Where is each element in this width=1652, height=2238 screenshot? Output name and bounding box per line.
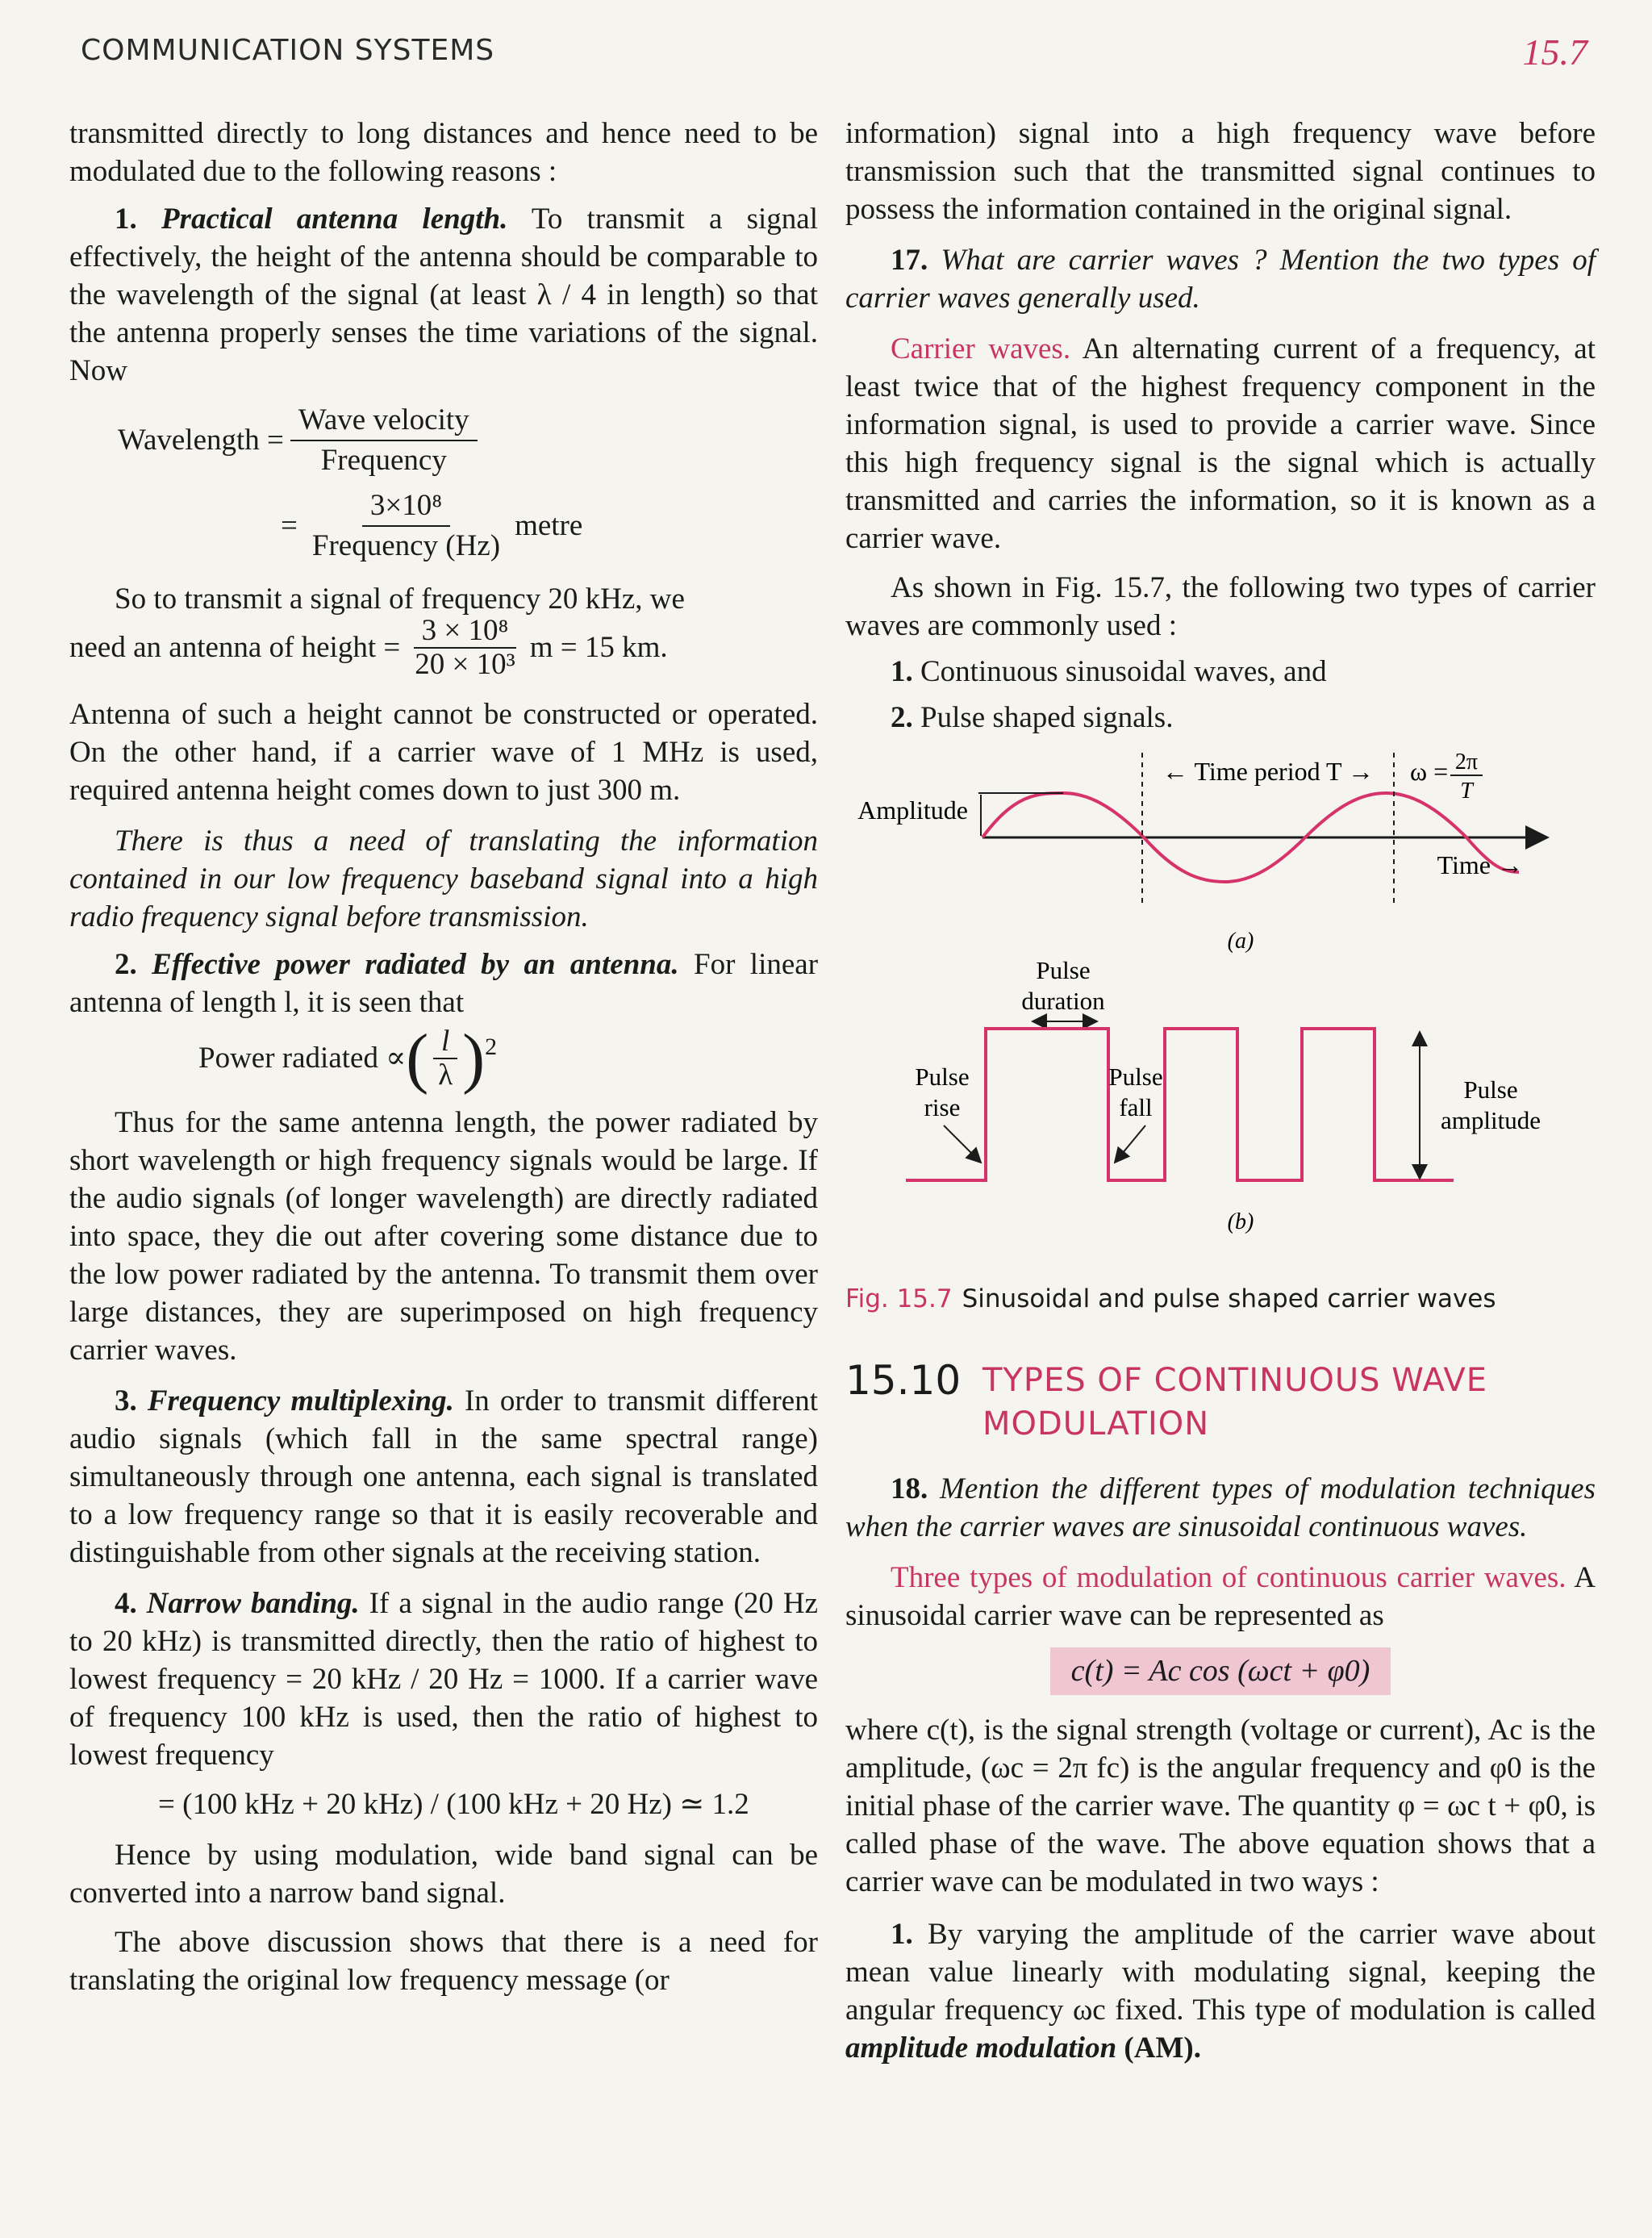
section-number: 15.10 <box>845 1357 962 1404</box>
item-body: To transmit a signal effectively, the height of the antenna should be comparable to the wavelength of the signal (at least λ / 4 in length) so that the antenna properly senses the time variations of the signal. Now <box>69 203 818 387</box>
running-header: COMMUNICATION SYSTEMS <box>81 34 495 67</box>
fraction-numerator: 3×10⁸ <box>362 486 450 527</box>
omega-label: ω = <box>1410 757 1449 786</box>
section-title-line-1: TYPES OF CONTINUOUS WAVE <box>982 1362 1488 1399</box>
height-formula <box>69 615 818 681</box>
amplitude-label: Amplitude <box>857 795 968 825</box>
formula-lhs: Wavelength = <box>118 424 284 457</box>
pulse-amplitude-label-2: amplitude <box>1441 1106 1541 1134</box>
fraction-denominator: λ <box>438 1058 453 1092</box>
pulse-fall-label: Pulse <box>1108 1063 1163 1091</box>
item-term: amplitude modulation <box>845 2031 1117 2065</box>
omega-denominator: T <box>1460 779 1473 804</box>
modulation-way-1 <box>845 1915 1596 2067</box>
carrier-waves-diagram <box>845 745 1596 1277</box>
item-body: For linear antenna of length l, it is seen that <box>69 948 819 1019</box>
formula-rhs: m = 15 km. <box>529 631 668 664</box>
pulse-rise-label: Pulse <box>915 1063 970 1091</box>
figure-number: Fig. 15.7 <box>845 1284 953 1313</box>
pulse-duration-label-2: duration <box>1021 987 1105 1015</box>
list-item <box>845 699 1596 737</box>
fraction-numerator: Wave velocity <box>290 401 478 441</box>
answer-18 <box>845 1559 1596 1635</box>
formula-lhs: Power radiated ∝ <box>198 1042 407 1075</box>
paragraph-italic: There is thus a need of translating the information contained in our low frequency baseband signal into a high radio frequency signal before transmission. <box>69 825 818 933</box>
pulse-fall-arrow <box>1115 1125 1145 1163</box>
fraction-numerator: 3 × 10⁸ <box>414 615 517 649</box>
page-number: 15.7 <box>1522 31 1587 73</box>
paragraph: The above discussion shows that there is a need for translating the original low frequency message (or <box>69 1926 818 1997</box>
question-number: 18. <box>891 1472 928 1505</box>
figure-caption <box>845 1280 1596 1318</box>
section-heading <box>845 1359 1596 1446</box>
answer-heading: Three types of modulation of continuous carrier waves. <box>891 1561 1566 1594</box>
paragraph: Hence by using modulation, wide band signal can be converted into a narrow band signal. <box>69 1839 818 1910</box>
answer-17 <box>845 330 1596 557</box>
section-title <box>982 1359 1487 1446</box>
answer-body: An alternating current of a frequency, at least twice that of the highest frequency component in the information signal, is used to provide a carrier wave. Since this high frequency signal is the signal which is actually transmitted and carries the information, so it is known as a carrier wave. <box>845 332 1596 555</box>
item-number: 1. <box>891 1918 913 1951</box>
item-heading: Effective power radiated by an antenna. <box>152 948 679 981</box>
item-body: By varying the amplitude of the carrier wave about mean value linearly with modulating signal, keeping the angular frequency ωc fixed. This type of modulation is called <box>845 1918 1596 2027</box>
item-abbr: (AM). <box>1116 2031 1201 2065</box>
question-text: Mention the different types of modulation techniques when the carrier waves are sinusoidal continuous waves. <box>845 1472 1596 1543</box>
list-number: 1. <box>891 655 913 688</box>
item-body: In order to transmit different audio signals (which fall in the same spectral range) simultaneously through one antenna, each signal is translated to a low frequency range so that it is easily recoverable and distinguishable from other signals at the receiving station. <box>69 1384 818 1569</box>
question-17 <box>845 241 1596 317</box>
paragraph: information) signal into a high frequency wave before transmission such that the transmitted signal continues to possess the information contained in the original signal. <box>845 117 1596 226</box>
omega-numerator: 2π <box>1454 749 1479 775</box>
formula-unit: metre <box>515 509 583 542</box>
item-heading: Practical antenna length. <box>161 203 508 236</box>
figure-15-7 <box>845 745 1596 1277</box>
paragraph: where c(t), is the signal strength (voltage or current), Ac is the amplitude, (ωc = 2π fc) is the angular frequency and φ0 is the initial phase of the carrier wave. The quantity φ = ωc t + φ0, is called phase of the wave. The above equation shows that a carrier wave can be modulated in two ways : <box>845 1714 1596 1898</box>
question-number: 17. <box>891 244 928 277</box>
pulse-rise-label-2: rise <box>924 1093 961 1121</box>
carrier-equation: c(t) = Ac cos (ωct + φ0) <box>1050 1647 1391 1695</box>
paren-open: ( <box>406 1021 429 1096</box>
sub-label-b: (b) <box>1227 1209 1254 1234</box>
fraction-denominator: Frequency (Hz) <box>311 529 501 562</box>
item-body: If a signal in the audio range (20 Hz to 20 kHz) is transmitted directly, then the ratio of highest to lowest frequency = 20 kHz / 20 Hz = 1000. If a carrier wave of frequency 100 kHz is used, then the ratio of highest to lowest frequency <box>69 1587 818 1772</box>
paragraph: Thus for the same antenna length, the power radiated by short wavelength or high frequency signals would be large. If the audio signals (of longer wavelength) are directly radiated into space, they die out after covering some distance due to the low power radiated by the antenna. To transmit them over large distances, they are superimposed on high frequency carrier waves. <box>69 1106 818 1367</box>
question-18 <box>845 1470 1596 1546</box>
answer-body: A sinusoidal carrier wave can be represented as <box>845 1561 1596 1632</box>
list-item <box>845 653 1596 691</box>
list-text: Pulse shaped signals. <box>912 701 1174 734</box>
left-column <box>69 115 818 1999</box>
paragraph: Antenna of such a height cannot be constructed or operated. On the other hand, if a carrier wave of 1 MHz is used, required antenna height comes down to just 300 m. <box>69 698 818 807</box>
reason-frequency-multiplexing <box>69 1382 818 1572</box>
exponent: 2 <box>485 1033 498 1060</box>
ratio-formula: = (100 kHz + 20 kHz) / (100 kHz + 20 Hz) ≃ 1.2 <box>158 1788 749 1821</box>
item-heading: Frequency multiplexing. <box>147 1384 454 1418</box>
reason-effective-power <box>69 946 818 1021</box>
reason-practical-antenna <box>69 200 818 390</box>
right-column <box>845 115 1596 2067</box>
paragraph: So to transmit a signal of frequency 20 kHz, we <box>115 582 685 616</box>
section-title-line-2: MODULATION <box>982 1405 1210 1443</box>
fraction <box>430 1025 461 1092</box>
pulse-fall-label-2: fall <box>1119 1093 1153 1121</box>
pulse-rise-arrow <box>944 1125 981 1163</box>
pulse-duration-label: Pulse <box>1036 956 1091 984</box>
item-number: 3. <box>115 1384 137 1418</box>
time-period-label: ← Time period T → <box>1162 757 1374 786</box>
paren-close: ) <box>462 1021 486 1096</box>
sub-label-a: (a) <box>1227 929 1254 954</box>
wavelength-formula <box>118 401 818 480</box>
paragraph: transmitted directly to long distances and hence need to be modulated due to the following reasons : <box>69 117 818 188</box>
formula-lhs: need an antenna of height = <box>69 631 401 664</box>
formula-equals: = <box>281 509 298 542</box>
question-text: What are carrier waves ? Mention the two types of carrier waves generally used. <box>845 244 1596 315</box>
list-number: 2. <box>891 701 913 734</box>
reason-narrow-banding <box>69 1585 818 1774</box>
fraction-denominator: 20 × 10³ <box>415 648 515 681</box>
pulse-wave <box>906 1029 1454 1180</box>
fraction <box>290 401 478 480</box>
item-number: 4. <box>115 1587 137 1620</box>
power-formula <box>198 1021 818 1096</box>
carrier-equation-box <box>845 1647 1596 1695</box>
list-text: Continuous sinusoidal waves, and <box>912 655 1327 688</box>
item-number: 1. <box>115 203 137 236</box>
wavelength-formula-2 <box>281 486 818 566</box>
fraction <box>407 615 523 681</box>
answer-heading: Carrier waves. <box>891 332 1071 365</box>
time-label: Time → <box>1437 850 1523 879</box>
pulse-amplitude-label: Pulse <box>1463 1075 1518 1104</box>
item-heading: Narrow banding. <box>146 1587 360 1620</box>
fraction-numerator: l <box>433 1025 457 1059</box>
item-number: 2. <box>115 948 137 981</box>
fraction <box>304 486 508 566</box>
caption-text: Sinusoidal and pulse shaped carrier waves <box>962 1284 1496 1313</box>
paragraph: As shown in Fig. 15.7, the following two types of carrier waves are commonly used : <box>845 571 1596 642</box>
fraction-denominator: Frequency <box>320 444 447 477</box>
